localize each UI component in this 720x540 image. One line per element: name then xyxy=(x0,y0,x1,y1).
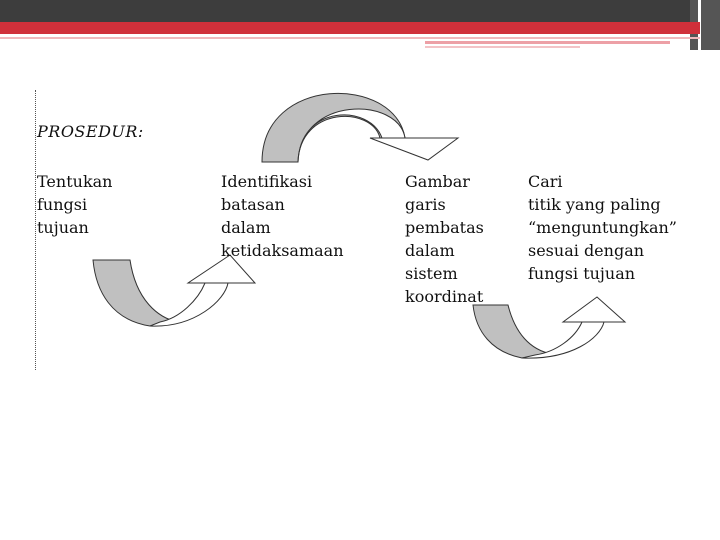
arrow-step1-to-step2 xyxy=(93,255,255,326)
arrow-step3-to-step4 xyxy=(473,297,625,358)
step-1-text xyxy=(37,170,112,239)
step-4-line: fungsi tujuan xyxy=(528,264,636,283)
step-2-line: dalam xyxy=(221,218,271,237)
step-1-line: Tentukan xyxy=(37,172,113,191)
step-2-line: ketidaksamaan xyxy=(221,241,344,260)
step-3-text xyxy=(405,170,484,308)
step-3-line: pembatas xyxy=(405,218,484,237)
step-4-line: sesuai dengan xyxy=(528,241,645,260)
step-4-line: Cari xyxy=(528,172,563,191)
step-3-line: koordinat xyxy=(405,287,484,306)
diagram-title: PROSEDUR: xyxy=(37,122,144,141)
step-2-line: Identifikasi xyxy=(221,172,313,191)
arrow-head-down xyxy=(370,138,458,160)
step-4-line: “menguntungkan” xyxy=(528,218,677,237)
step-2-text xyxy=(221,170,344,262)
step-4-text xyxy=(528,170,677,285)
step-4-line: titik yang paling xyxy=(528,195,661,214)
step-3-line: dalam xyxy=(405,241,455,260)
arrow-step2-to-step3 xyxy=(262,93,458,162)
step-3-line: sistem xyxy=(405,264,458,283)
step-1-line: tujuan xyxy=(37,218,89,237)
step-3-line: garis xyxy=(405,195,446,214)
arrow-band-shaded xyxy=(473,305,552,358)
step-3-line: Gambar xyxy=(405,172,470,191)
step-2-line: batasan xyxy=(221,195,285,214)
arrow-head-up xyxy=(563,297,625,322)
step-1-line: fungsi xyxy=(37,195,88,214)
arrow-band-shaded xyxy=(93,260,178,326)
